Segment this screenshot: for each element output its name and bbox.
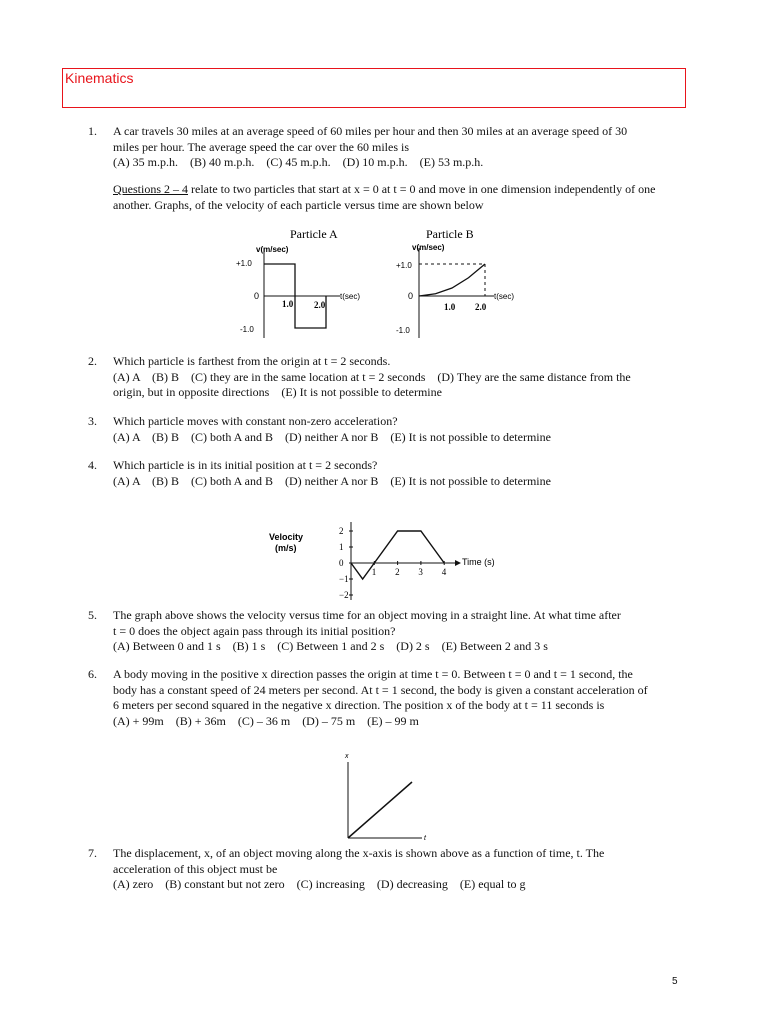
answer-choices: origin, but in opposite directions (E) It is not possible to determine (113, 385, 442, 399)
answer-choices: (A) A (B) B (C) both A and B (D) neither A nor B (E) It is not possible to determine (113, 473, 551, 488)
answer-choices: (A) A (B) B (C) they are in the same location at t = 2 seconds (D) They are the same distance from the (113, 369, 631, 384)
question-text: 6 meters per second squared in the negative x direction. The position x of the body at t = 11 seconds is (113, 698, 605, 712)
question-number: 5. (88, 608, 97, 622)
vt-y-tick-label: −1 (339, 574, 349, 584)
question-number: 2. (88, 354, 97, 368)
particle-a-ylabel: v(m/sec) (256, 245, 289, 254)
vt-x-tick-label: 1 (371, 567, 377, 577)
question-text: miles per hour. The average speed the car over the 60 miles is (113, 139, 410, 154)
answer-choices: (A) zero (B) constant but not zero (C) increasing (D) decreasing (E) equal to g (113, 877, 526, 891)
particle-a-ytick: -1.0 (240, 325, 254, 334)
particle-a-xtick: 1.0 (282, 299, 294, 309)
particle-b-xtick: 1.0 (444, 302, 456, 312)
particle-a-xlabel: t(sec) (340, 292, 360, 301)
particle-b-title: Particle B (426, 227, 474, 241)
vt-x-tick-label: 4 (441, 567, 447, 577)
particle-b-ytick: -1.0 (396, 326, 410, 335)
question-text: Which particle is farthest from the origin at t = 2 seconds. (113, 354, 391, 368)
position-time-graph (335, 748, 435, 844)
section-title: Kinematics (65, 70, 134, 86)
question-number: 6. (88, 667, 97, 681)
question-number: 3. (88, 414, 97, 428)
vt-y-tick-label: 0 (339, 558, 344, 568)
section-header-box (62, 68, 686, 108)
answer-choices: (A) Between 0 and 1 s (B) 1 s (C) Between 1 and 2 s (D) 2 s (E) Between 2 and 3 s (113, 639, 548, 653)
velocity-time-graph (265, 518, 505, 602)
vt-ylabel-units: (m/s) (275, 543, 297, 553)
vt-y-tick-label: 2 (339, 526, 344, 536)
particle-b-ylabel: v(m/sec) (412, 243, 445, 252)
page-number: 5 (672, 976, 678, 987)
question-text: A car travels 30 miles at an average speed of 60 miles per hour and then 30 miles at an average speed of 30 (113, 124, 628, 138)
questions-range-link-text: Questions 2 – 4 (113, 182, 188, 196)
question-text: body has a constant speed of 24 meters per second. At t = 1 second, the body is given a constant acceleration of (113, 682, 648, 697)
question-text: t = 0 does the object again pass through its initial position? (113, 623, 396, 638)
vt-y-tick-label: 1 (339, 542, 344, 552)
vt-ylabel: Velocity (269, 532, 304, 542)
question-text: Which particle is in its initial position at t = 2 seconds? (113, 458, 378, 472)
answer-choices: (A) A (B) B (C) both A and B (D) neither A nor B (E) It is not possible to determine (113, 429, 551, 444)
answer-choices: (A) + 99m (B) + 36m (C) – 36 m (D) – 75 m (E) – 99 m (113, 713, 419, 728)
vt-x-tick-label: 2 (395, 567, 400, 577)
particle-b-graph (392, 224, 542, 344)
particle-b-xlabel: t(sec) (494, 292, 514, 301)
question-text: Which particle moves with constant non-zero acceleration? (113, 414, 398, 428)
particle-a-graph (236, 224, 386, 344)
question-text: The displacement, x, of an object moving along the x-axis is shown above as a function of time, t. The (113, 846, 605, 860)
particle-a-title: Particle A (290, 227, 338, 241)
particle-a-ytick: +1.0 (236, 259, 252, 268)
questions-2-4-intro (113, 182, 713, 213)
particle-a-xtick: 2.0 (314, 300, 326, 310)
vt-x-axis-arrow (455, 560, 461, 566)
vt-xlabel: Time (s) (462, 557, 495, 567)
particle-b-ytick: 0 (408, 291, 414, 301)
xt-ylabel: x (345, 753, 349, 760)
question-number: 1. (88, 124, 97, 138)
vt-y-tick-label: −2 (339, 590, 349, 600)
xt-series-line (348, 782, 412, 838)
intro-text: relate to two particles that start at x = 0 at t = 0 and move in one dimension independently of one (188, 182, 656, 196)
question-text: acceleration of this object must be (113, 861, 278, 876)
particle-b-ytick: +1.0 (396, 261, 412, 270)
question-text: The graph above shows the velocity versus time for an object moving in a straight line. At what time after (113, 608, 621, 622)
xt-xlabel: t (424, 835, 426, 842)
particle-b-xtick: 2.0 (475, 302, 487, 312)
question-number: 4. (88, 458, 97, 472)
vt-x-tick-label: 3 (418, 567, 423, 577)
question-text: A body moving in the positive x direction passes the origin at time t = 0. Between t = 0 and t = 1 second, the (113, 667, 633, 681)
particle-a-ytick: 0 (254, 291, 260, 301)
answer-choices: (A) 35 m.p.h. (B) 40 m.p.h. (C) 45 m.p.h. (D) 10 m.p.h. (E) 53 m.p.h. (113, 155, 484, 169)
intro-text-line-2: another. Graphs, of the velocity of each particle versus time are shown below (113, 197, 484, 212)
particle-b-series-line (419, 264, 485, 296)
question-number: 7. (88, 846, 97, 860)
